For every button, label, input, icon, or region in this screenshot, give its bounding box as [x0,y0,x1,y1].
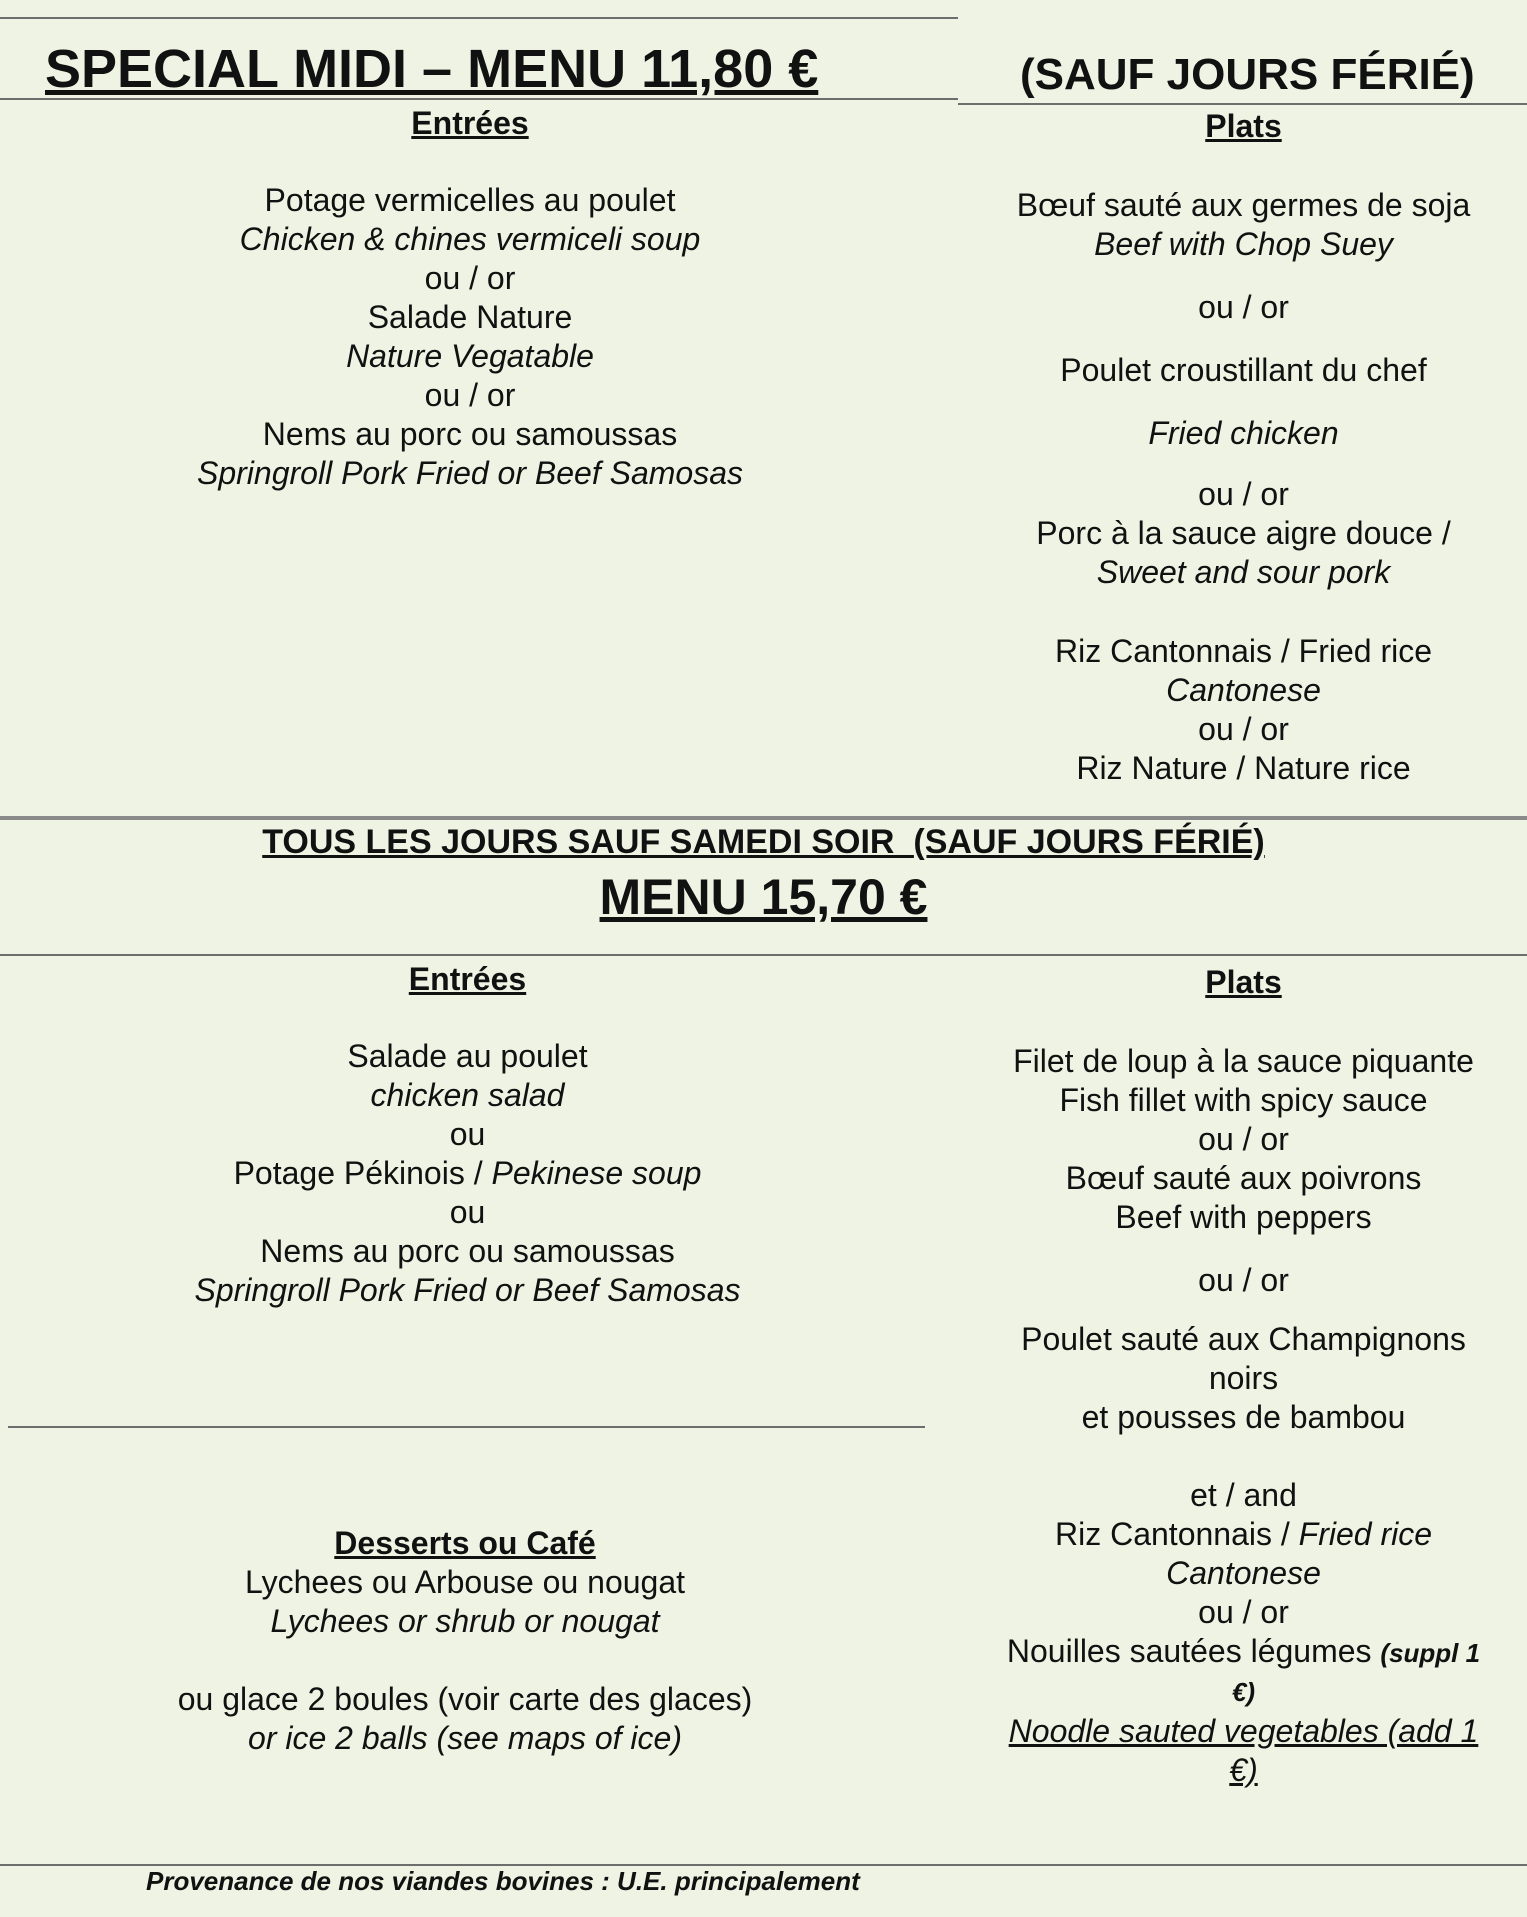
menu-item: Porc à la sauce aigre douce / [1036,515,1451,551]
menu-item-translation: Fried rice [1298,1516,1433,1552]
menu-item-with-translation [960,1515,1527,1554]
title-rule-right [958,103,1527,105]
or-separator: ou / or [1198,289,1289,325]
menu-item: Filet de loup à la sauce piquante [1013,1043,1474,1079]
menu-item-translation: Noodle sauted vegetables (add 1 [1008,1713,1479,1749]
menu-item-translation: Cantonese [1166,672,1321,708]
evening-title-note: (SAUF JOURS FÉRIÉ) [913,823,1265,861]
evening-entrees-column [60,960,875,1310]
menu-item-translation: Fish fillet with spicy sauce [1059,1082,1428,1118]
evening-header-rule [0,954,1527,956]
lunch-entrees-column [60,104,880,493]
menu-item-translation: Sweet and sour pork [1096,554,1391,590]
menu-item-translation-continued: €) [1229,1752,1258,1788]
menu-item: Bœuf sauté aux poivrons [1065,1160,1422,1196]
footer-note: Provenance de nos viandes bovines : U.E. principalement [146,1866,860,1896]
evening-plats-column [960,963,1527,1790]
menu-item-continued: noirs [1208,1360,1279,1396]
section-divider [0,816,1527,820]
menu-item: Nems au porc ou samoussas [260,1233,675,1269]
or-separator: ou / or [424,377,516,413]
or-separator: ou / or [1198,1594,1289,1630]
menu-item-with-translation [60,1154,875,1193]
menu-item: Poulet croustillant du chef [1060,352,1427,388]
or-separator: ou / or [1198,476,1289,512]
menu-item: Nems au porc ou samoussas [262,416,678,452]
desserts-column [60,1524,870,1758]
menu-item: Bœuf sauté aux germes de soja [1016,187,1471,223]
lunch-menu-note: (SAUF JOURS FÉRIÉ) [1020,50,1475,99]
menu-item-translation: chicken salad [370,1077,565,1113]
menu-item-translation: or ice 2 balls (see maps of ice) [248,1720,682,1756]
supplement-note: (suppl 1 [1380,1638,1481,1668]
menu-item-translation: Chicken & chines vermiceli soup [239,221,701,257]
or-separator: ou / or [424,260,516,296]
menu-item-translation: Pekinese soup [491,1155,702,1191]
menu-item-translation: Fried chicken [1148,415,1339,451]
menu-item-translation: Springroll Pork Fried or Beef Samosas [197,455,743,491]
menu-item-translation: Beef with Chop Suey [1094,226,1393,262]
menu-item: Lychees ou Arbouse ou nougat [244,1564,686,1600]
desserts-heading: Desserts ou Café [334,1525,596,1561]
menu-item: Poulet sauté aux Champignons [1021,1321,1466,1357]
lunch-menu-title: SPECIAL MIDI – MENU 11,80 € [45,39,819,99]
lunch-plats-column [960,107,1527,788]
evening-title: TOUS LES JOURS SAUF SAMEDI SOIR [262,823,895,861]
menu-item: ou glace 2 boules (voir carte des glaces) [177,1681,753,1717]
menu-item: Potage Pékinois / [233,1155,483,1191]
menu-item-with-supplement [960,1632,1527,1673]
or-separator: ou [449,1116,486,1152]
menu-item-continued: et pousses de bambou [1081,1399,1406,1435]
menu-item: Potage vermicelles au poulet [264,182,676,218]
menu-item-translation: Beef with peppers [1115,1199,1372,1235]
menu-item-translation: Cantonese [1166,1555,1321,1591]
supplement-note-continued: €) [1231,1677,1256,1707]
lunch-plats-heading: Plats [1205,108,1282,144]
or-separator: ou [449,1194,486,1230]
and-separator: et / and [1190,1477,1297,1513]
menu-item: Riz Nature / Nature rice [1076,750,1411,786]
menu-item-translation: Nature Vegatable [346,338,594,374]
or-separator: ou / or [1198,711,1289,747]
or-separator: ou / or [1198,1262,1289,1298]
evening-plats-heading: Plats [1205,964,1282,1000]
menu-item: Salade au poulet [347,1038,588,1074]
menu-item: Nouilles sautées légumes [1006,1633,1372,1669]
evening-menu-price: MENU 15,70 € [599,869,928,925]
menu-item: Riz Cantonnais / Fried rice [1054,633,1433,669]
menu-item-translation: Springroll Pork Fried or Beef Samosas [194,1272,741,1308]
evening-title-line [0,823,1527,862]
evening-entrees-heading: Entrées [408,961,527,997]
top-rule [0,17,958,19]
menu-item-translation: Lychees or shrub or nougat [270,1603,660,1639]
menu-item: Riz Cantonnais / [1054,1516,1290,1552]
lunch-entrees-heading: Entrées [411,105,529,141]
or-separator: ou / or [1198,1121,1289,1157]
desserts-divider [8,1426,925,1428]
menu-item: Salade Nature [367,299,573,335]
